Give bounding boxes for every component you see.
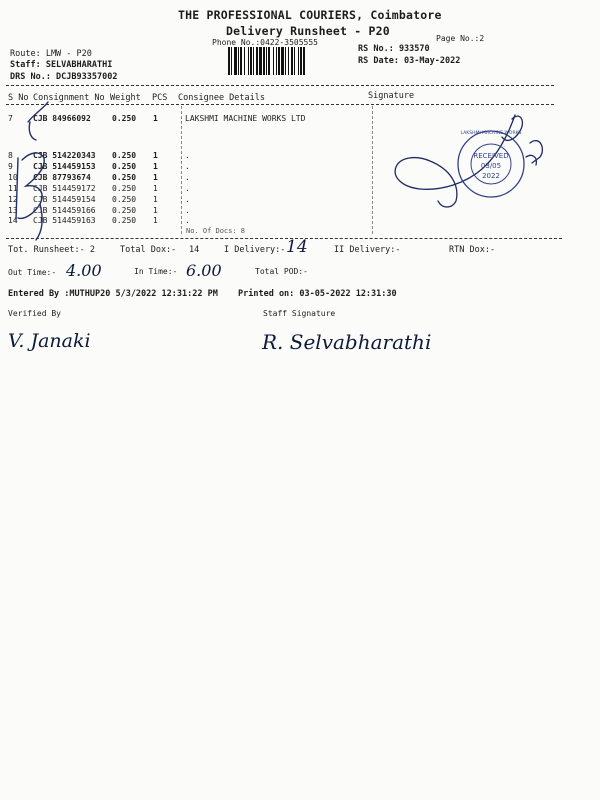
row-consignee: . [185, 195, 190, 204]
col-header-consignee: Consignee Details [178, 93, 265, 103]
out-time-label: Out Time:- [8, 268, 57, 277]
row-consignee: . [185, 173, 190, 182]
stamp-line: 03/05 [480, 162, 502, 170]
row-weight: 0.250 [112, 151, 137, 160]
barcode-bar [234, 47, 237, 75]
route: Route: LMW - P20 [10, 49, 92, 59]
row-weight: 0.250 [112, 195, 137, 204]
barcode-bar [303, 47, 305, 75]
row-weight: 0.250 [112, 216, 137, 225]
col-header-consignment: Consignment No [33, 93, 105, 103]
out-time-value: 4.00 [66, 261, 102, 280]
total-pod: Total POD:- [255, 267, 308, 276]
row-consignee: . [185, 151, 190, 160]
barcode-bar [288, 47, 289, 75]
total-dox-value: 14 [189, 245, 200, 255]
received-stamp [455, 128, 527, 200]
barcode-bar [253, 47, 254, 75]
col-header-signature: Signature [368, 91, 415, 101]
barcode-bar [228, 47, 230, 75]
row-sno: 14 [8, 216, 18, 225]
row-weight: 0.250 [112, 184, 137, 193]
row-pcs: 1 [153, 173, 158, 182]
barcode-bar [294, 47, 295, 75]
row-consignment: CJB 514459163 [33, 216, 96, 225]
verified-signature: V. Janaki [8, 330, 91, 352]
row-sno: 9 [8, 162, 13, 171]
row-weight: 0.250 [112, 173, 137, 182]
row-sno: 10 [8, 173, 18, 182]
ii-delivery: II Delivery:- [334, 245, 401, 255]
row-pcs: 1 [153, 206, 158, 215]
no-of-docs: No. Of Docs: 8 [186, 227, 246, 235]
row-consignment: CJB 514459166 [33, 206, 96, 215]
row-pcs: 1 [153, 216, 158, 225]
stamp-line: 2022 [482, 172, 500, 180]
row-weight: 0.250 [112, 114, 137, 123]
row-consignee: . [185, 162, 190, 171]
row-pcs: 1 [153, 195, 158, 204]
barcode-bar [268, 47, 270, 75]
row-sno: 12 [8, 195, 18, 204]
barcode-bar [266, 47, 267, 75]
row-consignee: . [185, 206, 190, 215]
row-consignee: LAKSHMI MACHINE WORKS LTD [185, 114, 306, 123]
entered-by: Entered By :MUTHUP20 5/3/2022 12:31:22 PM [8, 289, 218, 299]
row-consignee: . [185, 216, 190, 225]
total-runsheet: Tot. Runsheet:- 2 [8, 245, 95, 255]
barcode-bar [231, 47, 232, 75]
row-consignment: CJB 84966092 [33, 114, 91, 123]
i-delivery-value: 14 [286, 237, 308, 257]
row-consignee: . [185, 184, 190, 193]
barcode-bar [244, 47, 245, 75]
rs-date: RS Date: 03-May-2022 [358, 56, 461, 66]
row-sno: 7 [8, 114, 13, 123]
barcode [228, 47, 356, 75]
col-header-sno: S No [8, 93, 29, 103]
barcode-bar [273, 47, 274, 75]
stamp-line: RECEIVED [473, 152, 509, 160]
pen-annotations [0, 100, 190, 250]
barcode-bar [238, 47, 239, 75]
barcode-bar [256, 47, 258, 75]
barcode-bar [259, 47, 262, 75]
staff-signature: R. Selvabharathi [262, 330, 432, 354]
barcode-bar [250, 47, 252, 75]
row-weight: 0.250 [112, 162, 137, 171]
barcode-bar [291, 47, 293, 75]
staff-signature-label: Staff Signature [263, 309, 336, 318]
row-consignment: CJB 514220343 [33, 151, 96, 160]
col-header-weight: Weight [110, 93, 141, 103]
barcode-bar [248, 47, 249, 75]
divider [6, 85, 554, 86]
rs-number: RS No.: 933570 [358, 44, 430, 54]
row-sno: 11 [8, 184, 18, 193]
row-consignment: CJB 514459172 [33, 184, 96, 193]
barcode-bar [278, 47, 280, 75]
row-consignment: CJB 87793674 [33, 173, 91, 182]
row-pcs: 1 [153, 184, 158, 193]
i-delivery-label: I Delivery:- [224, 245, 286, 255]
verified-by-label: Verified By [8, 309, 61, 318]
in-time-label: In Time:- [134, 267, 178, 276]
barcode-bar [263, 47, 265, 75]
document-title: Delivery Runsheet - P20 [226, 24, 390, 38]
barcode-bar [240, 47, 242, 75]
barcode-bar [300, 47, 302, 75]
in-time-value: 6.00 [186, 261, 222, 280]
printed-on: Printed on: 03-05-2022 12:31:30 [238, 289, 397, 299]
rtn-dox: RTN Dox:- [449, 245, 496, 255]
column-divider [372, 106, 373, 234]
row-weight: 0.250 [112, 206, 137, 215]
row-sno: 13 [8, 206, 18, 215]
drs-number: DRS No.: DCJB93357002 [10, 72, 118, 82]
company-name: THE PROFESSIONAL COURIERS, Coimbatore [178, 8, 442, 22]
total-dox-label: Total Dox:- [120, 245, 177, 255]
row-pcs: 1 [153, 162, 158, 171]
stamp-line: LAKSHMI MACHINE WORKS [460, 131, 522, 136]
barcode-bar [285, 47, 286, 75]
col-header-pcs: PCS [152, 93, 168, 103]
phone-number: Phone No.:0422-3505555 [212, 38, 318, 47]
row-pcs: 1 [153, 114, 158, 123]
page-number: Page No.:2 [436, 34, 485, 43]
row-sno: 8 [8, 151, 13, 160]
row-consignment: CJB 514459153 [33, 162, 96, 171]
barcode-bar [276, 47, 277, 75]
row-pcs: 1 [153, 151, 158, 160]
barcode-bar [298, 47, 299, 75]
barcode-bar [281, 47, 284, 75]
staff-name: Staff: SELVABHARATHI [10, 60, 113, 70]
row-consignment: CJB 514459154 [33, 195, 96, 204]
